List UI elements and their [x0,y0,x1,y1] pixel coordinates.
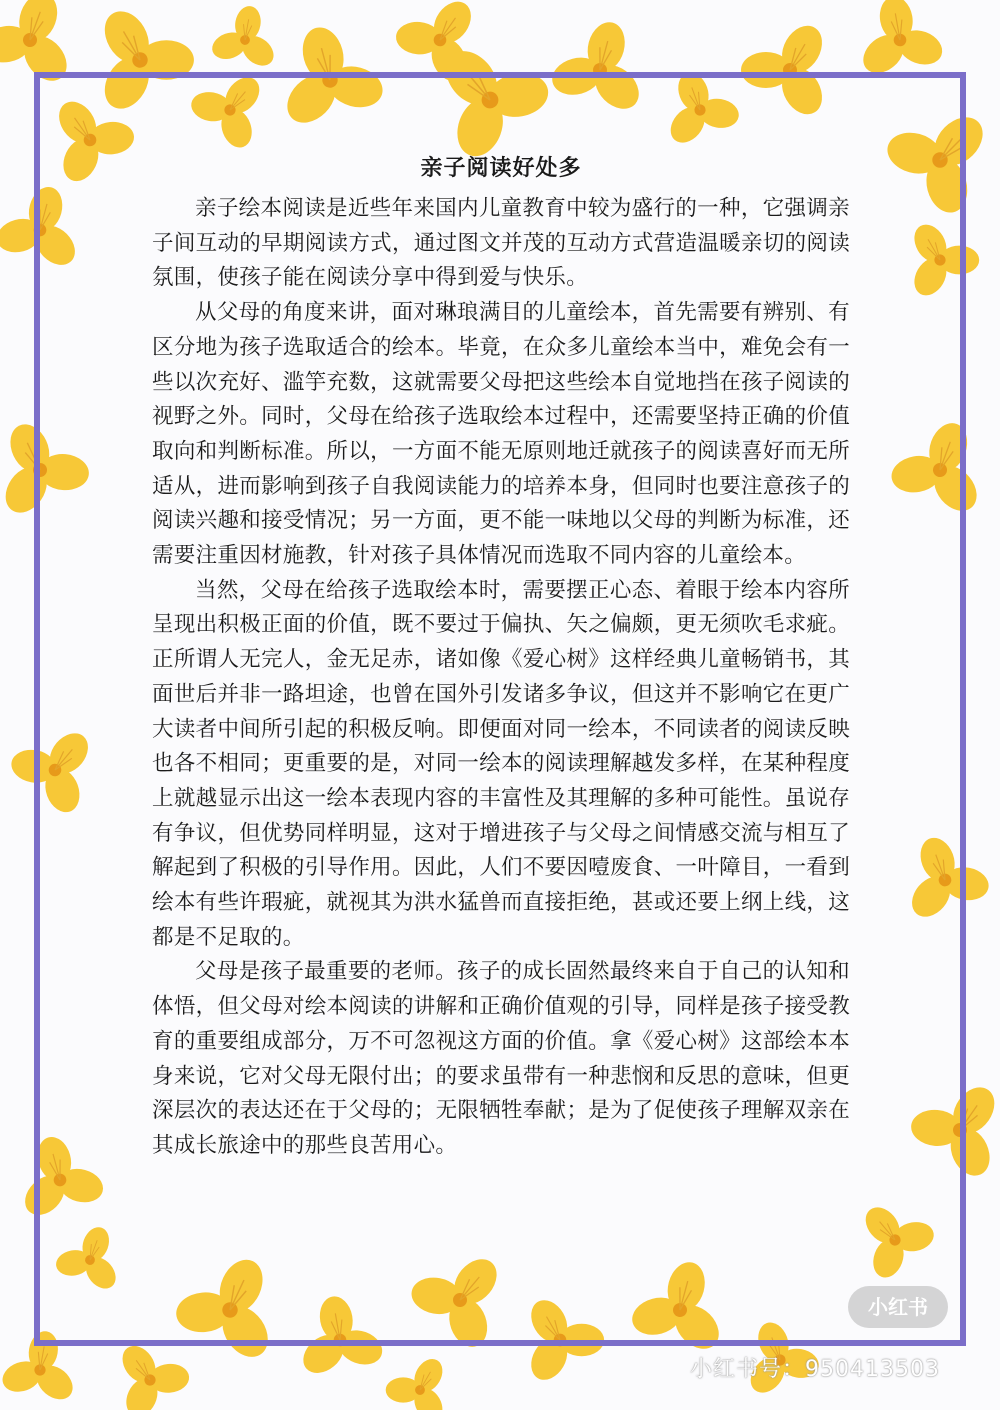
paragraph-3: 当然，父母在给孩子选取绘本时，需要摆正心态、着眼于绘本内容所呈现出积极正面的价值，既不要过于偏执、矢之偏颇，更无须吹毛求疵。正所谓人无完人，金无足赤，诸如像《爱心树》这样经典儿童畅销书，其面世后并非一路坦途，也曾在国外引发诸多争议，但这并不影响它在更广大读者中间所引起的积极反响。即便面对同一绘本，不同读者的阅读反映也各不相同；更重要的是，对同一绘本的阅读理解越发多样，在某种程度上就越显示出这一绘本表现内容的丰富性及其理解的多种可能性。虽说存有争议，但优势同样明显，这对于增进孩子与父母之间情感交流与相互了解起到了积极的引导作用。因此，人们不要因噎废食、一叶障目，一看到绘本有些许瑕疵，就视其为洪水猛兽而直接拒绝，甚或还要上纲上线，这都是不足取的。 [152,577,850,950]
xiaohongshu-logo-badge: 小红书 [848,1286,948,1328]
document-body [152,152,850,1164]
document-title: 亲子阅读好处多 [420,156,582,181]
account-id-watermark: 小红书号：950413503 [690,1357,940,1382]
paragraph-1: 亲子绘本阅读是近些年来国内儿童教育中较为盛行的一种，它强调亲子间互动的早期阅读方式，通过图文并茂的互动方式营造温暖亲切的阅读氛围，使孩子能在阅读分享中得到爱与快乐。 [152,196,850,291]
paragraph-2: 从父母的角度来讲，面对琳琅满目的儿童绘本，首先需要有辨别、有区分地为孩子选取适合的绘本。毕竟，在众多儿童绘本当中，难免会有一些以次充好、滥竽充数，这就需要父母把这些绘本自觉地挡在孩子阅读的视野之外。同时，父母在给孩子选取绘本过程中，还需要坚持正确的价值取向和判断标准。所以，一方面不能无原则地迁就孩子的阅读喜好而无所适从，进而影响到孩子自我阅读能力的培养本身，但同时也要注意孩子的阅读兴趣和接受情况；另一方面，更不能一味地以父母的判断为标准，还需要注重因材施教，针对孩子具体情况而选取不同内容的儿童绘本。 [152,300,850,569]
paragraph-4: 父母是孩子最重要的老师。孩子的成长固然最终来自于自己的认知和体悟，但父母对绘本阅读的讲解和正确价值观的引导，同样是孩子接受教育的重要组成部分，万不可忽视这方面的价值。拿《爱心树》这部绘本本身来说，它对父母无限付出；的要求虽带有一种悲悯和反思的意味，但更深层次的表达还在于父母的；无限牺牲奉献；是为了促使孩子理解双亲在其成长旅途中的那些良苦用心。 [152,959,850,1158]
